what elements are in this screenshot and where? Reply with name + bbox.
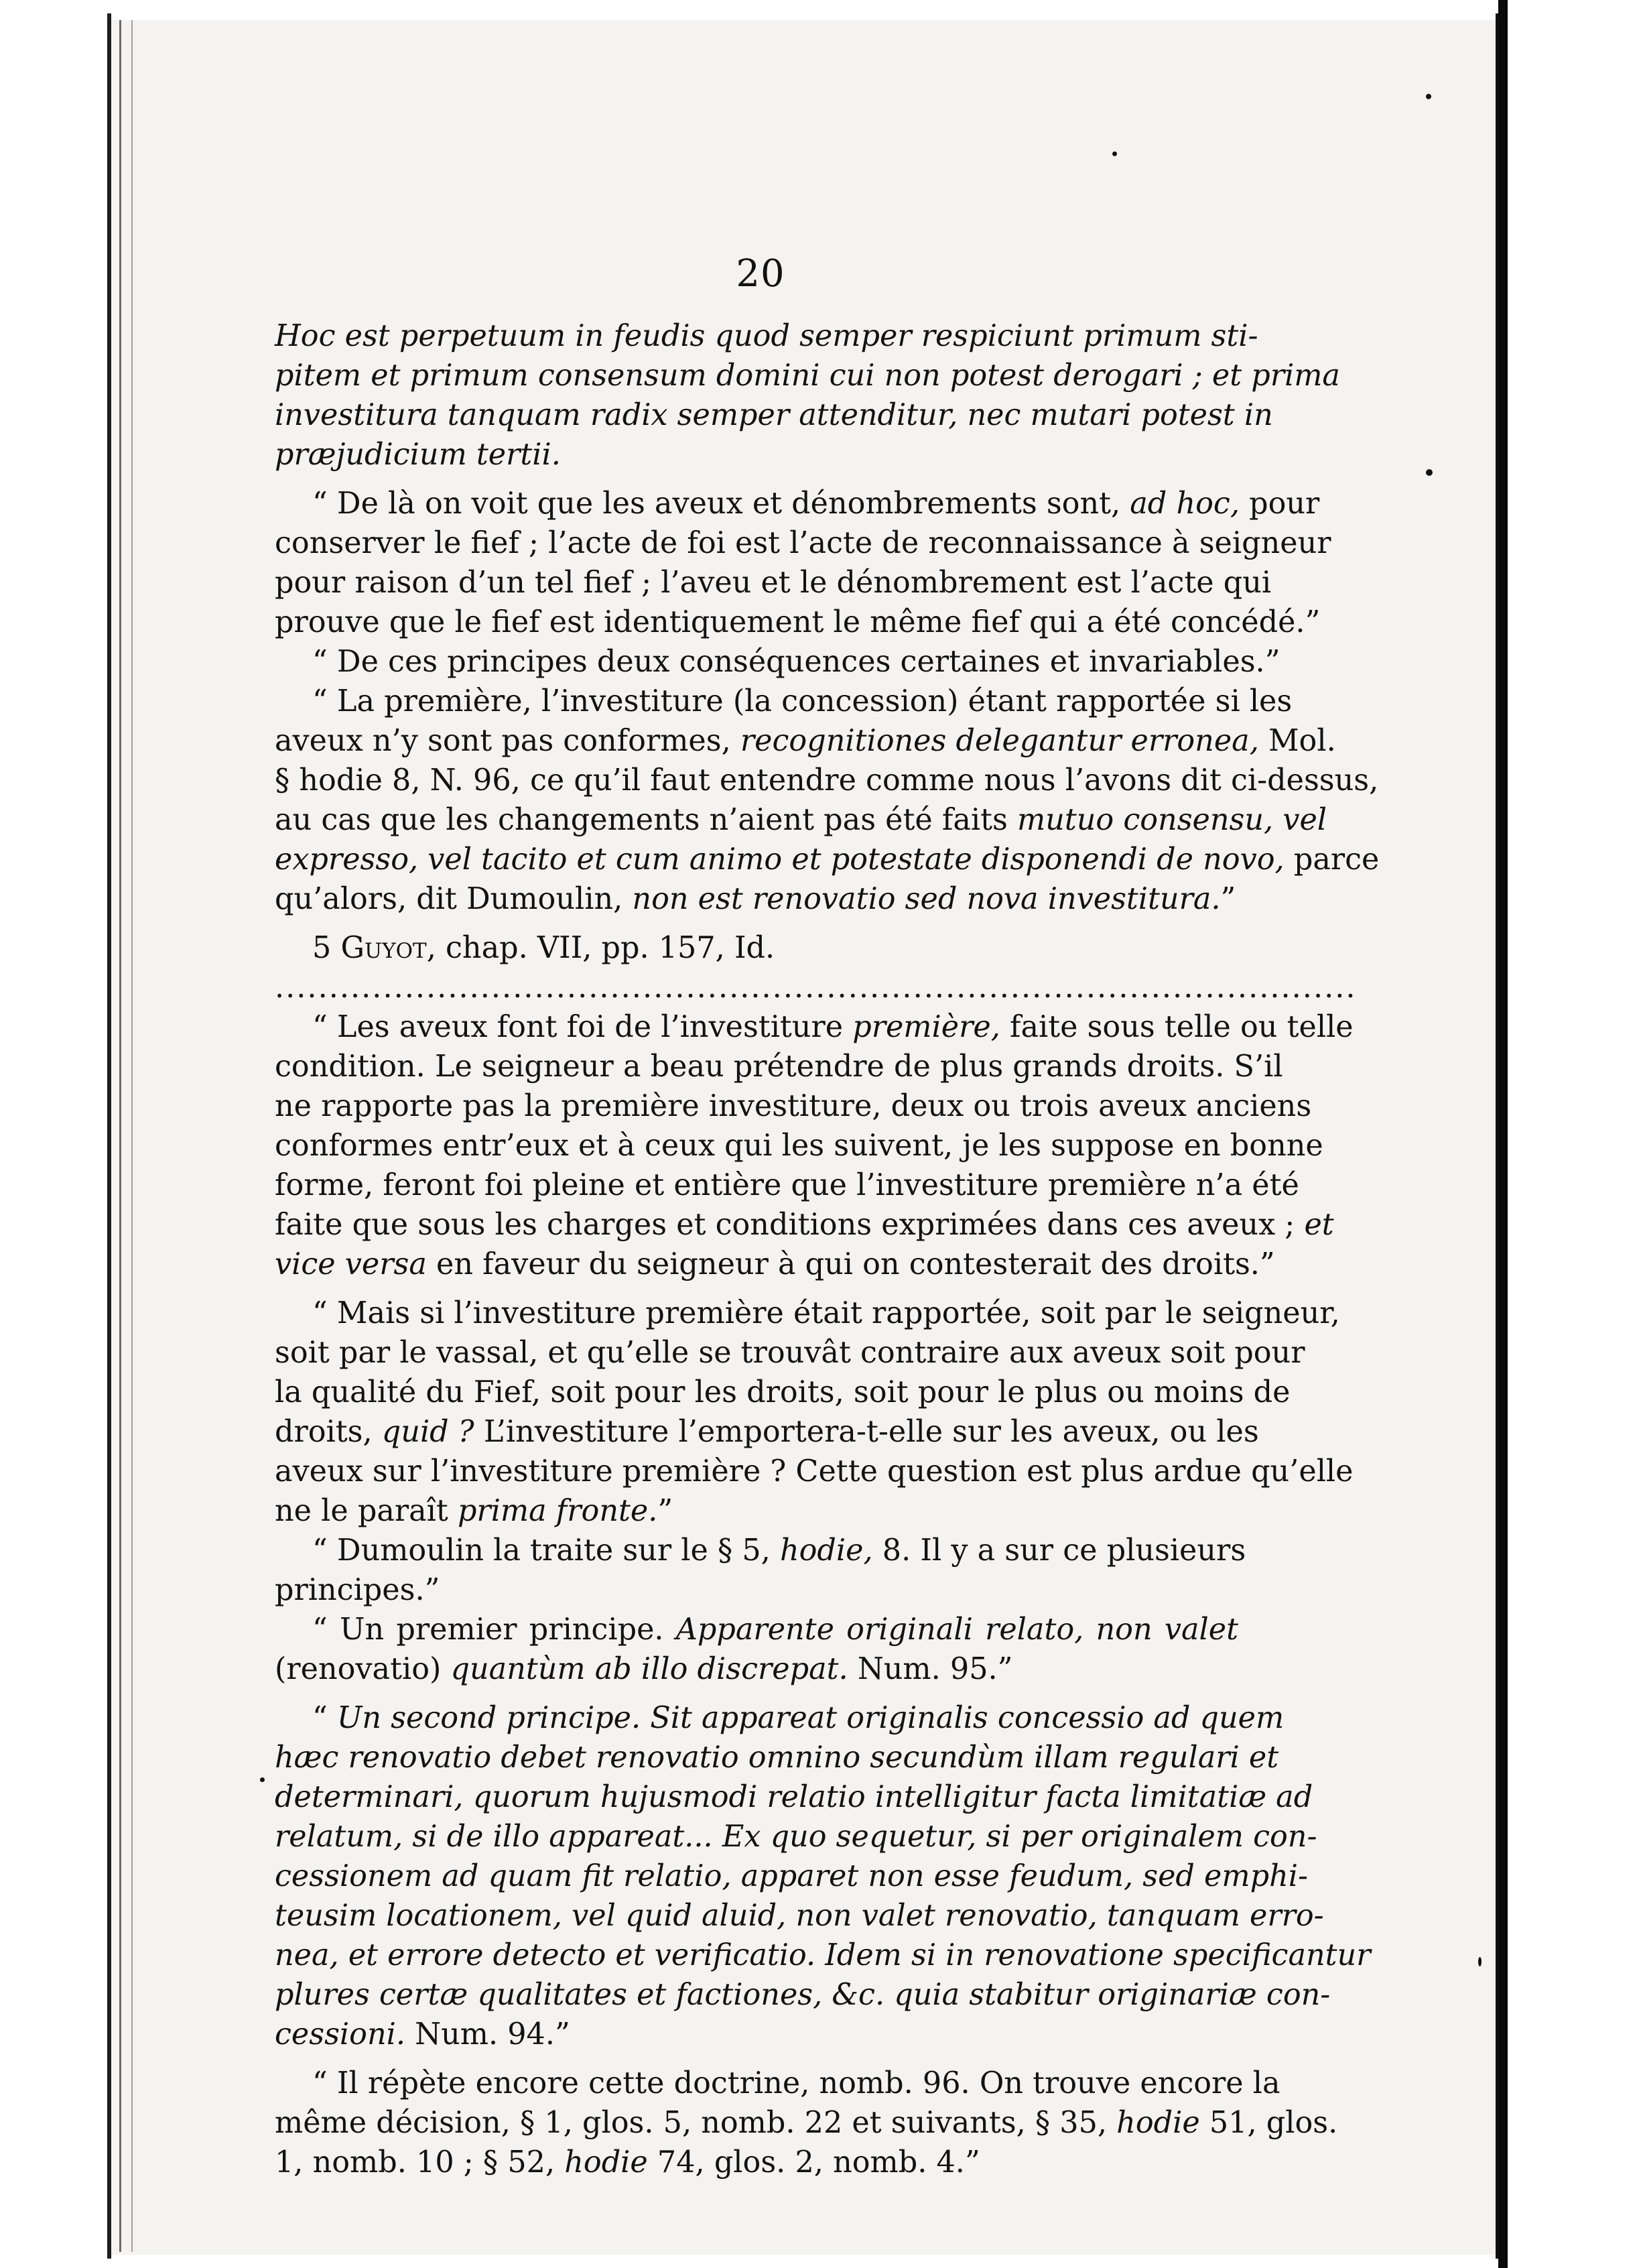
italic-run: cessioni. xyxy=(275,2017,405,2052)
text-line xyxy=(275,1086,1312,1126)
text-line xyxy=(275,1412,1259,1452)
text-run: faite sous telle ou telle xyxy=(1000,1010,1354,1044)
text-run: forme, feront foi pleine et entière que l’investiture première n’a été xyxy=(275,1168,1299,1202)
text-line xyxy=(275,1245,1275,1284)
body-text xyxy=(275,316,1380,2182)
text-run: qu’alors, dit Dumoulin, xyxy=(275,882,633,916)
text-line xyxy=(275,1205,1334,1245)
text-line xyxy=(275,563,1272,603)
text-line xyxy=(275,800,1327,840)
italic-run: determinari, quorum hujusmodi relatio intelligitur facta limitatiæ ad xyxy=(275,1780,1313,1814)
dust-speck xyxy=(1112,151,1117,156)
text-run: conserver le fief ; l’acte de foi est l’acte de reconnaissance à seigneur xyxy=(275,526,1331,560)
text-run: Mol. xyxy=(1258,724,1336,758)
binding-edge xyxy=(107,13,111,2259)
italic-run: prima fronte. xyxy=(457,1494,658,1528)
italic-run: quid ? xyxy=(381,1415,474,1449)
text-run: Hoc est perpetuum in feudis quod semper respiciunt primum sti- xyxy=(275,319,1258,353)
text-line xyxy=(275,1738,1279,1777)
citation-line xyxy=(275,928,1238,968)
italic-run: première, xyxy=(852,1010,1000,1044)
italic-run: ad hoc, xyxy=(1130,487,1240,521)
text-line xyxy=(275,1294,1340,1333)
text-line xyxy=(275,1936,1371,1975)
ellipsis-separator xyxy=(275,968,1357,1007)
text-line xyxy=(275,642,1280,682)
text-run: .................................................................................................... xyxy=(275,970,1357,1005)
text-line xyxy=(275,761,1379,800)
text-line xyxy=(275,2103,1338,2143)
text-run: pitem et primum consensum domini cui non potest derogari ; et prima xyxy=(275,359,1340,393)
text-run: “ Un premier principe. xyxy=(312,1613,676,1647)
text-run: præjudicium tertii. xyxy=(275,438,561,472)
text-run: ” xyxy=(657,1494,673,1528)
text-run: pour xyxy=(1239,487,1320,521)
text-run: 1, nomb. 10 ; § 52, xyxy=(275,2145,565,2180)
text-run: “ Mais si l’investiture première était rapportée, soit par le seigneur, xyxy=(312,1296,1340,1330)
text-line xyxy=(275,1975,1331,2015)
text-run: parce xyxy=(1284,842,1380,877)
text-run: Num. 94.” xyxy=(405,2017,570,2052)
text-run: “ Dumoulin la traite sur le § 5, xyxy=(312,1533,780,1568)
text-run: aveux n’y sont pas conformes, xyxy=(275,724,740,758)
text-run: prouve que le fief est identiquement le même fief qui a été concédé.” xyxy=(275,605,1321,639)
dust-speck xyxy=(1478,1957,1482,1966)
text-line xyxy=(275,395,1273,435)
text-run: la qualité du Fief, soit pour les droits, soit pour le plus ou moins de xyxy=(275,1375,1291,1409)
text-line xyxy=(275,1166,1299,1205)
text-run: chap. VII, pp. 157, Id. xyxy=(436,931,775,965)
italic-run: non est renovatio sed nova investitura. xyxy=(632,882,1221,916)
text-run: au cas que les changements n’aient pas été faits xyxy=(275,803,1017,837)
text-line xyxy=(275,1452,1354,1491)
text-line xyxy=(275,356,1340,395)
italic-run: hodie, xyxy=(779,1533,873,1568)
author-name: Guyot, xyxy=(340,931,436,965)
text-run: principes.” xyxy=(275,1573,440,1607)
italic-run: non valet xyxy=(1083,1613,1238,1647)
text-line xyxy=(275,435,1238,475)
italic-run: relatum, si de illo appareat... Ex quo sequetur, si per originalem con- xyxy=(275,1820,1317,1854)
text-line xyxy=(275,523,1331,563)
text-run: (renovatio) xyxy=(275,1652,451,1686)
italic-run: nea, et errore detecto et verificatio. Idem si in renovatione specificantur xyxy=(275,1938,1371,1972)
text-line xyxy=(275,1333,1305,1373)
text-run: “ Les aveux font foi de l’investiture xyxy=(312,1010,853,1044)
text-run: L’investiture l’emportera-t-elle sur les aveux, ou les xyxy=(474,1415,1259,1449)
text-line xyxy=(275,2064,1280,2103)
text-run: investitura tanquam radix semper attenditur, nec mutari potest in xyxy=(275,398,1273,432)
text-line xyxy=(275,721,1336,761)
text-line xyxy=(275,2015,1238,2054)
italic-run: teusim locationem, vel quid aluid, non valet renovatio, tanquam erro- xyxy=(275,1899,1324,1933)
text-line xyxy=(275,840,1380,879)
text-line xyxy=(275,1007,1354,1047)
text-run: faite que sous les charges et conditions exprimées dans ces aveux ; xyxy=(275,1208,1305,1242)
text-line xyxy=(275,1531,1246,1570)
text-run: 51, glos. xyxy=(1199,2106,1338,2140)
page-number: 20 xyxy=(736,252,785,296)
text-run: § hodie 8, N. 96, ce qu’il faut entendre comme nous l’avons dit ci-dessus, xyxy=(275,763,1379,798)
text-run: pour raison d’un tel fief ; l’aveu et le dénombrement est l’acte qui xyxy=(275,566,1272,600)
italic-run: mutuo consensu, vel xyxy=(1016,803,1327,837)
text-run: en faveur du seigneur à qui on contesterait des droits.” xyxy=(426,1247,1275,1281)
text-line xyxy=(275,2143,1238,2182)
dust-speck xyxy=(1426,469,1433,476)
text-run: aveux sur l’investiture première ? Cette question est plus ardue qu’elle xyxy=(275,1454,1354,1489)
text-line xyxy=(275,1047,1283,1086)
italic-run: Apparente originali relato, xyxy=(675,1613,1084,1647)
scan-white-margin xyxy=(1508,0,1643,2268)
text-line xyxy=(275,1777,1313,1817)
text-run: soit par le vassal, et qu’elle se trouvât contraire aux aveux soit pour xyxy=(275,1336,1305,1370)
dust-speck xyxy=(260,1777,265,1782)
text-line xyxy=(275,603,1321,642)
text-line xyxy=(275,1373,1291,1412)
text-line xyxy=(275,484,1320,523)
text-line xyxy=(275,316,1258,356)
text-run: 8. Il y a sur ce plusieurs xyxy=(872,1533,1246,1568)
text-run: 5 xyxy=(312,931,341,965)
text-run: même décision, § 1, glos. 5, nomb. 22 et suivants, § 35, xyxy=(275,2106,1117,2140)
italic-run: recognitiones delegantur erronea, xyxy=(740,724,1259,758)
italic-run: hodie xyxy=(564,2145,648,2180)
dust-speck xyxy=(1426,94,1431,99)
text-line xyxy=(275,1570,1238,1610)
text-run: “ xyxy=(312,1701,337,1735)
binding-edge-faint xyxy=(131,20,133,2252)
text-run: “ De ces principes deux conséquences certaines et invariables.” xyxy=(312,645,1280,679)
text-run: Num. 95.” xyxy=(848,1652,1013,1686)
binding-edge-inner xyxy=(119,20,121,2252)
italic-run: vice versa xyxy=(275,1247,427,1281)
italic-run: hæc renovatio debet renovatio omnino secundùm illam regulari et xyxy=(275,1741,1279,1775)
text-line xyxy=(275,1698,1285,1738)
italic-run: Un second principe. Sit appareat originalis concessio ad quem xyxy=(336,1701,1285,1735)
italic-run: cessionem ad quam fit relatio, apparet non esse feudum, sed emphi- xyxy=(275,1859,1309,1893)
text-line xyxy=(275,1896,1324,1936)
text-line xyxy=(275,1491,1238,1531)
text-line xyxy=(275,1610,1238,1649)
italic-run: plures certæ qualitates et factiones, &c. quia stabitur originariæ con- xyxy=(275,1978,1331,2012)
text-run: ” xyxy=(1220,882,1236,916)
text-run: ne rapporte pas la première investiture, deux ou trois aveux anciens xyxy=(275,1089,1312,1123)
text-run: condition. Le seigneur a beau prétendre de plus grands droits. S’il xyxy=(275,1050,1283,1084)
italic-run: quantùm ab illo discrepat. xyxy=(450,1652,848,1686)
text-run: droits, xyxy=(275,1415,382,1449)
text-line xyxy=(275,1856,1309,1896)
text-line xyxy=(275,879,1238,919)
text-line xyxy=(275,1817,1317,1856)
text-run: “ De là on voit que les aveux et dénombrements sont, xyxy=(312,487,1130,521)
text-run: ne le paraît xyxy=(275,1494,458,1528)
italic-run: expresso, vel tacito et cum animo et potestate disponendi de novo, xyxy=(275,842,1285,877)
text-line xyxy=(275,1649,1238,1689)
text-run: 74, glos. 2, nomb. 4.” xyxy=(647,2145,980,2180)
text-run: “ Il répète encore cette doctrine, nomb. 96. On trouve encore la xyxy=(312,2066,1280,2100)
text-run: conformes entr’eux et à ceux qui les suivent, je les suppose en bonne xyxy=(275,1129,1323,1163)
text-line xyxy=(275,682,1293,721)
text-line xyxy=(275,1126,1323,1166)
italic-run: hodie xyxy=(1116,2106,1200,2140)
italic-run: et xyxy=(1304,1208,1334,1242)
text-run: “ La première, l’investiture (la concession) étant rapportée si les xyxy=(312,684,1293,718)
